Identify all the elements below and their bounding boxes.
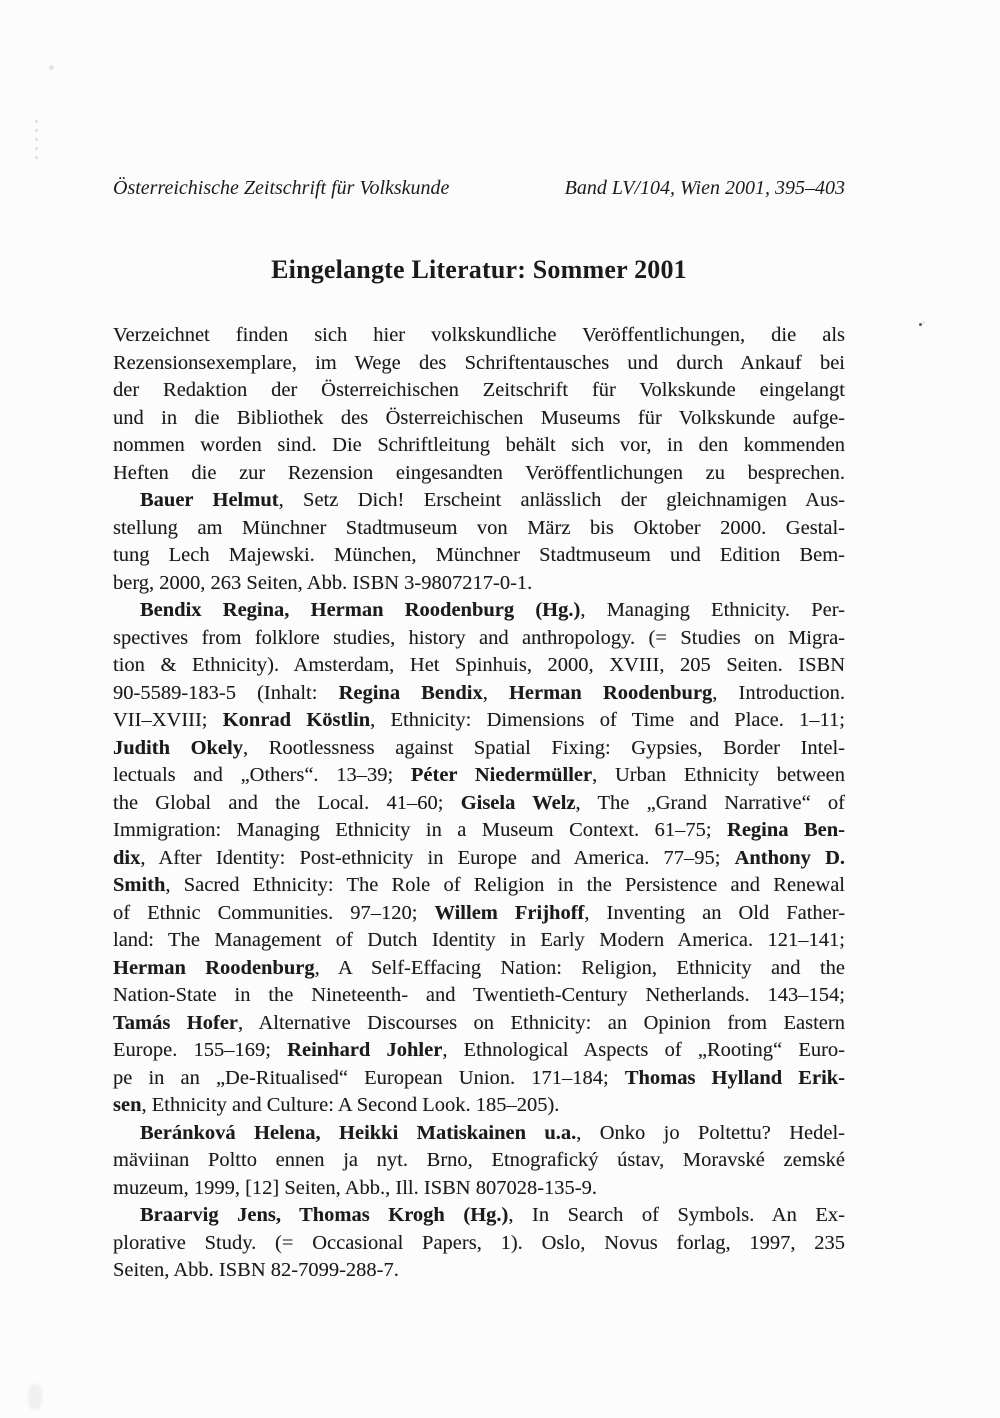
text-run: land: The Management of Dutch Identity in Early Modern America. 121–141; xyxy=(113,929,845,951)
bold-text-run: Smith xyxy=(113,874,166,896)
text-line xyxy=(113,680,845,708)
bold-text-run: Anthony D. xyxy=(734,846,845,869)
bold-text-run: dix xyxy=(113,846,141,869)
scan-artifact-smudge xyxy=(28,1384,42,1410)
text-run: , In Search of Symbols. An Ex- xyxy=(508,1204,845,1226)
text-line xyxy=(113,432,845,460)
text-line xyxy=(113,487,845,515)
bold-text-run: Regina Bendix xyxy=(338,681,483,704)
text-run: , xyxy=(482,681,509,704)
issue-info: Band LV/104, Wien 2001, 395–403 xyxy=(564,177,845,199)
text-run: tion & Ethnicity). Amsterdam, Het Spinhuis, 2000, XVIII, 205 Seiten. ISBN xyxy=(113,654,845,676)
paragraph xyxy=(113,487,845,597)
text-line xyxy=(113,1010,845,1038)
text-line xyxy=(113,900,845,928)
text-run: Seiten, Abb. ISBN 82-7099-288-7. xyxy=(113,1259,399,1281)
text-run: spectives from folklore studies, history and anthropology. (= Studies on Migra- xyxy=(113,626,845,649)
running-header xyxy=(113,176,845,201)
text-run: Europe. 155–169; xyxy=(113,1039,288,1061)
text-run: pe in an „De-Ritualised“ European Union. 171–184; xyxy=(113,1066,625,1089)
scan-artifact-dots xyxy=(35,120,38,165)
bold-text-run: Thomas Hylland Erik- xyxy=(624,1066,845,1089)
bold-text-run: Willem Frijhoff xyxy=(434,901,585,924)
text-run: und in die Bibliothek des Österreichischen Museums für Volkskunde aufge- xyxy=(113,406,845,429)
text-line xyxy=(113,872,845,900)
bold-text-run: Reinhard Johler xyxy=(287,1039,443,1061)
bold-text-run: Herman Roodenburg xyxy=(508,681,713,704)
text-run: muzeum, 1999, [12] Seiten, Abb., Ill. ISBN 807028-135-9. xyxy=(113,1176,597,1199)
text-line xyxy=(113,1147,845,1175)
paragraph xyxy=(113,322,845,487)
text-run: , Alternative Discourses on Ethnicity: an Opinion from Eastern xyxy=(238,1011,845,1034)
text-line xyxy=(113,955,845,983)
text-line xyxy=(113,1257,845,1285)
text-run: tung Lech Majewski. München, Münchner Stadtmuseum und Edition Bem- xyxy=(113,544,845,566)
paragraph xyxy=(113,1202,845,1285)
text-run: lectuals and „Others“. 13–39; xyxy=(113,764,411,786)
text-run: , A Self-Effacing Nation: Religion, Ethnicity and the xyxy=(314,956,845,979)
text-run: stellung am Münchner Stadtmuseum von März bis Oktober 2000. Gestal- xyxy=(113,516,845,539)
text-run: VII–XVIII; xyxy=(113,709,223,731)
bold-text-run: Péter Niedermüller xyxy=(410,764,593,786)
text-line xyxy=(113,350,845,378)
text-run: , Rootlessness against Spatial Fixing: Gypsies, Border Intel- xyxy=(242,736,845,759)
text-run: berg, 2000, 263 Seiten, Abb. ISBN 3-9807217-0-1. xyxy=(113,571,533,594)
text-line xyxy=(113,1092,845,1120)
text-run: , Sacred Ethnicity: The Role of Religion in the Persistence and Renewal xyxy=(165,874,845,896)
text-line xyxy=(113,570,845,598)
page-title: Eingelangte Literatur: Sommer 2001 xyxy=(271,255,687,284)
scan-artifact-speck xyxy=(49,65,54,70)
text-line xyxy=(113,762,845,790)
text-run: Heften die zur Rezension eingesandten Veröffentlichungen zu besprechen. xyxy=(113,461,845,484)
text-run: , After Identity: Post-ethnicity in Europe and America. 77–95; xyxy=(140,846,735,869)
text-line xyxy=(113,790,845,818)
text-run: , Ethnicity: Dimensions of Time and Place. 1–11; xyxy=(370,709,845,731)
bold-text-run: Regina Ben- xyxy=(727,819,846,841)
text-run: Verzeichnet finden sich hier volkskundliche Veröffentlichungen, die als xyxy=(113,324,845,346)
text-run: nommen worden sind. Die Schriftleitung behält sich vor, in den kommenden xyxy=(113,434,845,456)
bold-text-run: Tamás Hofer xyxy=(113,1011,239,1034)
text-run: , The „Grand Narrative“ of xyxy=(575,791,846,814)
bold-text-run: Beránková Helena, Heikki Matiskainen u.a. xyxy=(140,1121,577,1144)
text-line xyxy=(113,377,845,405)
text-line xyxy=(113,515,845,543)
body-text xyxy=(113,322,845,1285)
bold-text-run: Bauer Helmut xyxy=(140,489,279,511)
paragraph xyxy=(113,1120,845,1203)
text-run: , Introduction. xyxy=(712,681,846,704)
text-run: , Onko jo Poltettu? Hedel- xyxy=(576,1121,845,1144)
text-line xyxy=(113,322,845,350)
text-line xyxy=(113,652,845,680)
text-line xyxy=(113,1230,845,1258)
bold-text-run: Gisela Welz xyxy=(460,791,576,814)
text-line xyxy=(113,1202,845,1230)
text-run: , Ethnological Aspects of „Rooting“ Euro- xyxy=(442,1039,845,1061)
text-run: Immigration: Managing Ethnicity in a Museum Context. 61–75; xyxy=(113,819,728,841)
bold-text-run: Bendix Regina, Herman Roodenburg (Hg.) xyxy=(140,599,581,621)
text-line xyxy=(113,1065,845,1093)
text-run: mäviinan Poltto ennen ja nyt. Brno, Etnografický ústav, Moravské zemské xyxy=(113,1149,845,1171)
journal-name: Österreichische Zeitschrift für Volkskunde xyxy=(113,177,450,199)
bold-text-run: Judith Okely xyxy=(113,736,243,759)
bold-text-run: Konrad Köstlin xyxy=(222,709,371,731)
text-line xyxy=(113,845,845,873)
text-line xyxy=(113,817,845,845)
text-run: Nation-State in the Nineteenth- and Twentieth-Century Netherlands. 143–154; xyxy=(113,984,845,1006)
text-line xyxy=(113,735,845,763)
text-line xyxy=(113,1037,845,1065)
text-line xyxy=(113,405,845,433)
bold-text-run: Herman Roodenburg xyxy=(113,956,315,979)
text-line xyxy=(113,707,845,735)
text-run: plorative Study. (= Occasional Papers, 1). Oslo, Novus forlag, 1997, 235 xyxy=(113,1231,845,1254)
text-line xyxy=(113,625,845,653)
text-line xyxy=(113,982,845,1010)
text-run: , Managing Ethnicity. Per- xyxy=(580,599,845,621)
text-run: , Inventing an Old Father- xyxy=(584,901,846,924)
text-line xyxy=(113,1120,845,1148)
bold-text-run: sen xyxy=(113,1094,142,1116)
text-line xyxy=(113,597,845,625)
text-run: the Global and the Local. 41–60; xyxy=(113,791,461,814)
text-run: , Urban Ethnicity between xyxy=(592,764,845,786)
text-run: Rezensionsexemplare, im Wege des Schriftentausches und durch Ankauf bei xyxy=(113,351,845,374)
text-line xyxy=(113,927,845,955)
text-run: 90-5589-183-5 (Inhalt: xyxy=(113,681,339,704)
text-line xyxy=(113,460,845,488)
scan-artifact-speck xyxy=(919,323,922,326)
text-run: of Ethnic Communities. 97–120; xyxy=(113,901,435,924)
paragraph xyxy=(113,597,845,1120)
text-line xyxy=(113,542,845,570)
text-run: , Setz Dich! Erscheint anlässlich der gleichnamigen Aus- xyxy=(278,489,845,511)
text-run: , Ethnicity and Culture: A Second Look. 185–205). xyxy=(141,1094,560,1116)
bold-text-run: Braarvig Jens, Thomas Krogh (Hg.) xyxy=(140,1204,509,1226)
text-line xyxy=(113,1175,845,1203)
text-run: der Redaktion der Österreichischen Zeitschrift für Volkskunde eingelangt xyxy=(113,379,845,401)
